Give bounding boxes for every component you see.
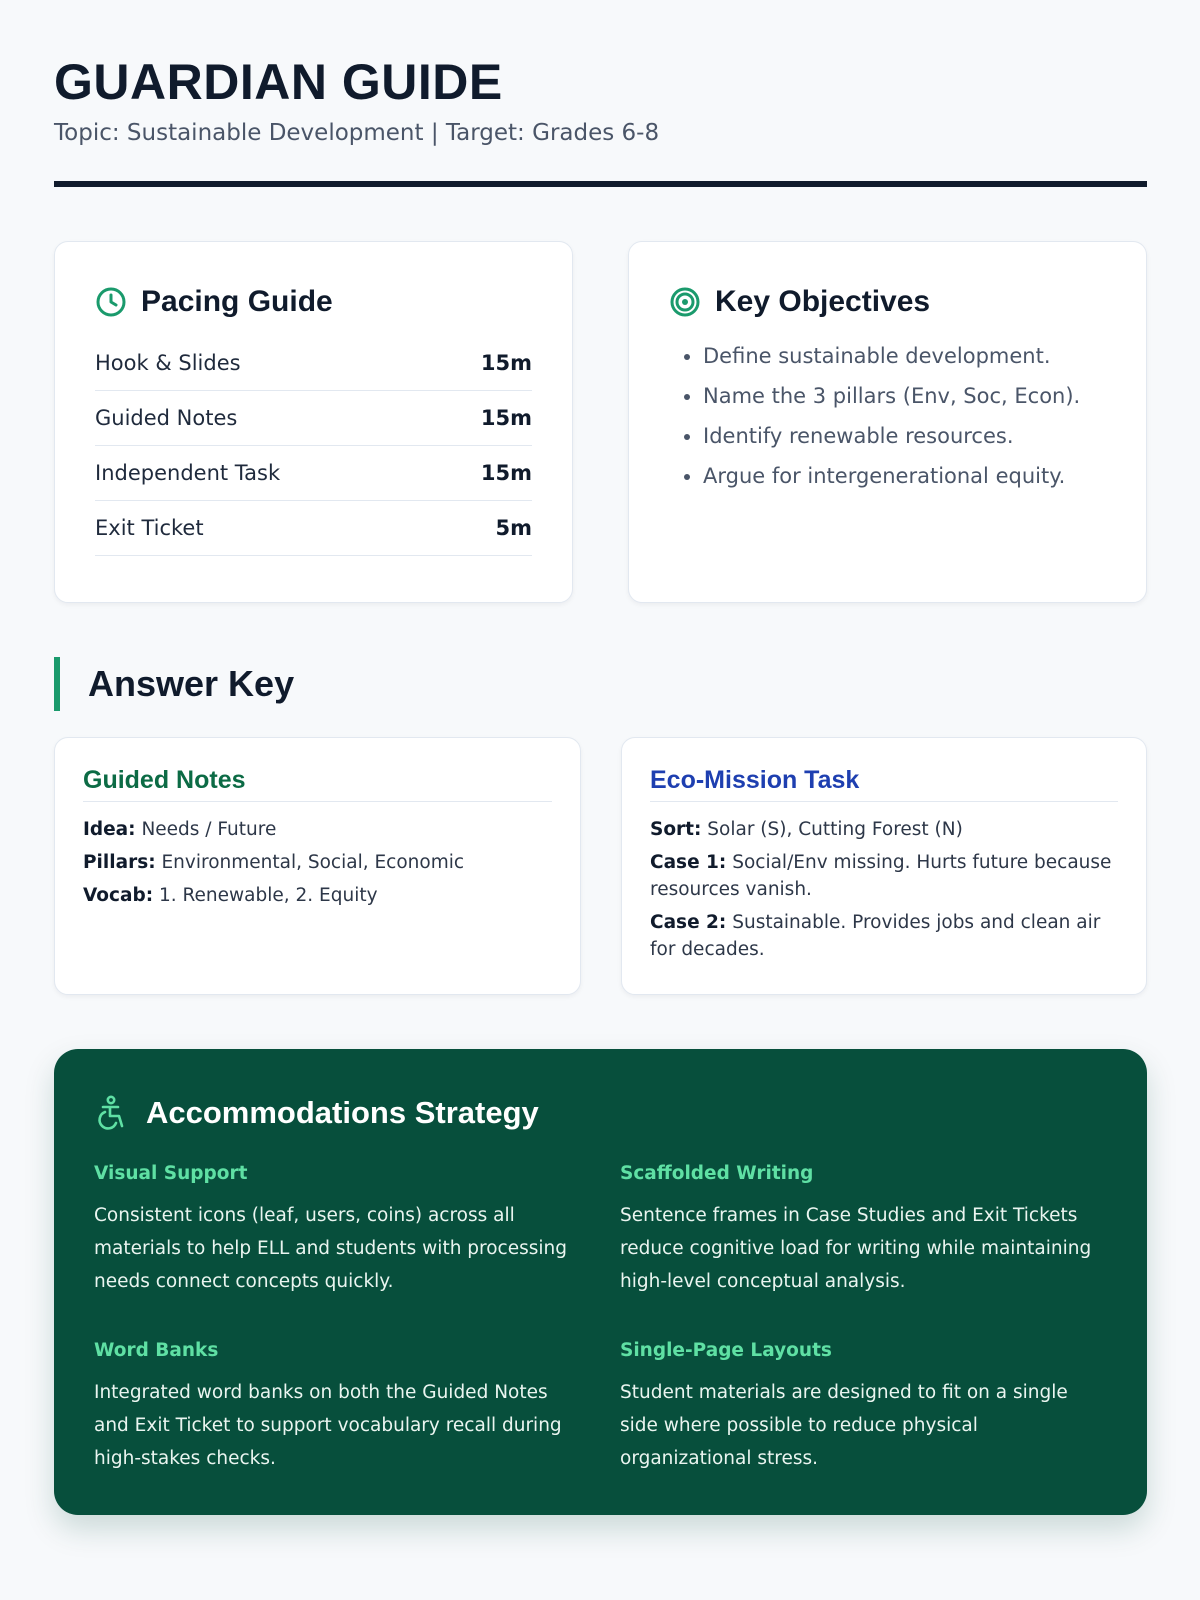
key-objectives-title: Key Objectives	[715, 285, 931, 318]
strategy-title: Single-Page Layouts	[620, 1340, 832, 1361]
objective-item: • Name the 3 pillars (Env, Soc, Econ).	[703, 376, 1106, 416]
pacing-row	[95, 501, 532, 556]
answer-line	[83, 849, 552, 876]
objective-item: • Identify renewable resources.	[703, 416, 1106, 456]
clock-icon	[95, 286, 127, 318]
answer-label: Pillars:	[83, 852, 156, 873]
pacing-guide-header	[95, 282, 532, 322]
strategy-title: Word Banks	[94, 1340, 219, 1361]
accessibility-icon	[94, 1095, 128, 1131]
accommodations-header	[94, 1091, 1107, 1135]
strategy-title: Visual Support	[94, 1163, 248, 1184]
answer-line	[650, 909, 1118, 963]
key-objectives-card	[628, 241, 1147, 603]
answer-text: Social/Env missing. Hurts future because resources vanish.	[650, 852, 1112, 900]
pacing-row-label: Exit Ticket	[95, 516, 204, 540]
strategy-text: Integrated word banks on both the Guided Notes and Exit Ticket to support vocabulary recall during high-stakes checks.	[94, 1382, 562, 1469]
page-subtitle: Topic: Sustainable Development | Target: Grades 6-8	[54, 120, 660, 146]
strategy-visual-support	[94, 1161, 580, 1298]
accommodations-panel	[54, 1049, 1147, 1515]
key-objectives-header	[669, 282, 1106, 322]
answer-text: 1. Renewable, 2. Equity	[153, 885, 378, 906]
guided-notes-title: Guided Notes	[83, 766, 552, 802]
answer-label: Sort:	[650, 819, 702, 840]
answer-text: Environmental, Social, Economic	[155, 852, 465, 873]
page-title: GUARDIAN GUIDE	[54, 54, 503, 110]
pacing-row	[95, 391, 532, 446]
eco-mission-answer-card	[621, 737, 1147, 995]
pacing-row-label: Independent Task	[95, 461, 281, 485]
answer-label: Case 1:	[650, 852, 727, 873]
strategies-grid	[94, 1161, 1107, 1475]
answer-key-heading	[54, 657, 294, 711]
strategy-word-banks	[94, 1338, 580, 1475]
accommodations-title: Accommodations Strategy	[146, 1095, 539, 1130]
strategy-text: Consistent icons (leaf, users, coins) across all materials to help ELL and students with processing needs connect concepts quickly.	[94, 1205, 567, 1292]
answer-text: Solar (S), Cutting Forest (N)	[701, 819, 963, 840]
answer-key-title: Answer Key	[88, 663, 295, 704]
pacing-row-duration: 5m	[495, 516, 532, 540]
objective-item: • Define sustainable development.	[703, 336, 1106, 376]
pacing-row	[95, 446, 532, 501]
pacing-row-duration: 15m	[480, 351, 532, 375]
strategy-single-page-layouts	[620, 1338, 1106, 1475]
strategy-text: Sentence frames in Case Studies and Exit Tickets reduce cognitive load for writing while maintaining high-level conceptual analysis.	[620, 1205, 1092, 1292]
eco-mission-title: Eco-Mission Task	[650, 766, 1118, 802]
answer-label: Idea:	[83, 819, 136, 840]
answer-line	[83, 816, 552, 843]
pacing-row	[95, 336, 532, 391]
guided-notes-answer-card	[54, 737, 581, 995]
answer-text: Sustainable. Provides jobs and clean air for decades.	[650, 912, 1101, 960]
pacing-row-label: Hook & Slides	[95, 351, 241, 375]
strategy-scaffolded-writing	[620, 1161, 1106, 1298]
pacing-guide-title: Pacing Guide	[141, 285, 333, 318]
answer-line	[650, 816, 1118, 843]
answer-label: Case 2:	[650, 912, 727, 933]
pacing-guide-card	[54, 241, 573, 603]
answer-line	[83, 882, 552, 909]
pacing-row-duration: 15m	[480, 406, 532, 430]
answer-line	[650, 849, 1118, 903]
pacing-row-duration: 15m	[480, 461, 532, 485]
answer-label: Vocab:	[83, 885, 154, 906]
target-icon	[669, 286, 701, 318]
strategy-text: Student materials are designed to fit on a single side where possible to reduce physical organizational stress.	[620, 1382, 1068, 1469]
strategy-title: Scaffolded Writing	[620, 1163, 814, 1184]
objective-item: • Argue for intergenerational equity.	[703, 456, 1106, 496]
pacing-row-label: Guided Notes	[95, 406, 238, 430]
answer-text: Needs / Future	[135, 819, 277, 840]
header-divider	[54, 181, 1147, 187]
objectives-list	[669, 336, 1106, 496]
